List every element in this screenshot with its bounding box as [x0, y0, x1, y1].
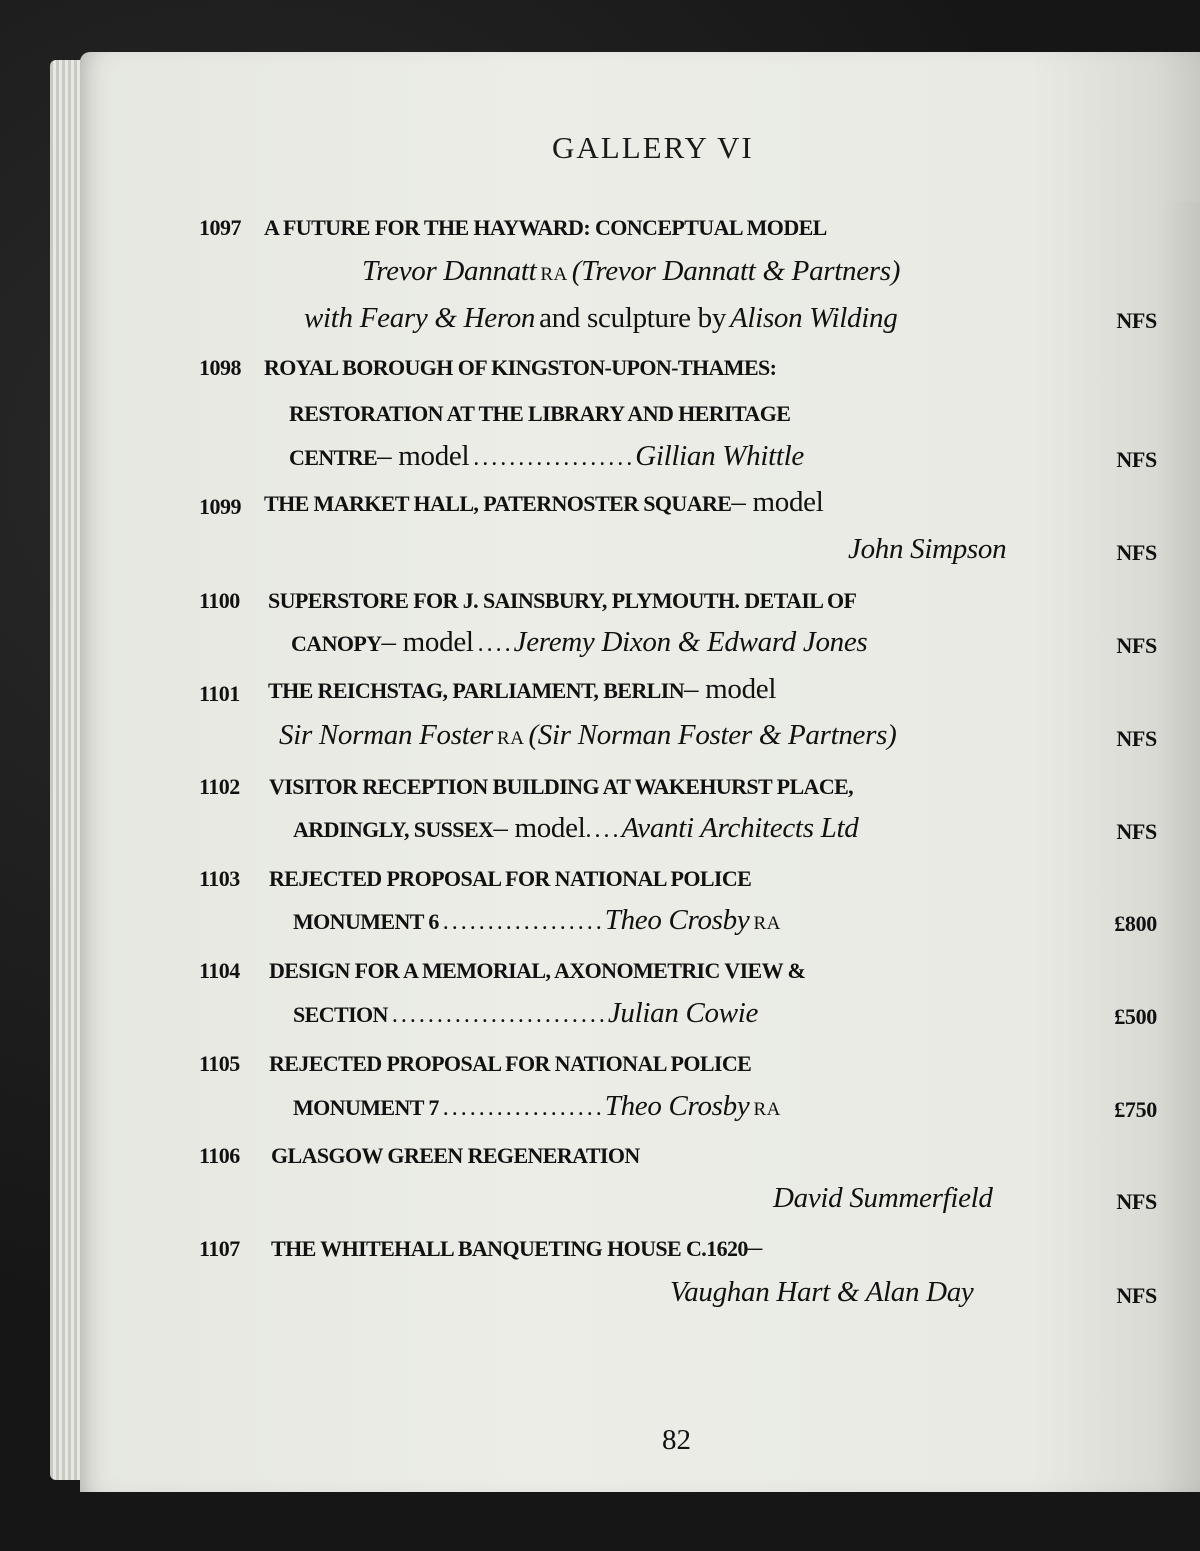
artist-name: Gillian Whittle: [635, 440, 804, 472]
entry-title-continued: CANOPY: [291, 631, 382, 656]
ra-suffix: RA: [753, 913, 781, 934]
artist-name: Vaughan Hart & Alan Day: [670, 1276, 974, 1308]
entry-title-continued: ARDINGLY, SUSSEX: [293, 817, 494, 842]
entry-price: £800: [1114, 911, 1157, 936]
entry-title: THE WHITEHALL BANQUETING HOUSE C.1620: [271, 1236, 748, 1261]
entry-artist-line: [362, 255, 900, 288]
medium-text: – model: [684, 673, 777, 705]
medium-text: – model: [731, 486, 824, 518]
entry-title-continued: MONUMENT 6: [293, 909, 439, 934]
entry-price: NFS: [1116, 633, 1157, 658]
entry-price: £500: [1114, 1004, 1157, 1029]
entry-title-continued: CENTRE: [289, 445, 378, 470]
entry-number: 1104: [199, 958, 240, 983]
ra-suffix: RA: [540, 264, 568, 285]
entry-price: NFS: [1116, 447, 1157, 472]
entry-artist-line: [279, 719, 896, 752]
leader-dots: ..................: [442, 909, 605, 935]
practice-name: (Trevor Dannatt & Partners): [571, 255, 901, 287]
entry-title: REJECTED PROPOSAL FOR NATIONAL POLICE: [269, 1051, 752, 1076]
entry-title-line: [268, 673, 776, 706]
leader-dots: ........................: [391, 1002, 608, 1028]
entry-detail-line: [293, 1090, 781, 1123]
collaborator-name: with Feary & Heron: [304, 302, 536, 334]
artist-name: Jeremy Dixon & Edward Jones: [513, 626, 868, 658]
entry-number: 1105: [199, 1051, 240, 1076]
entry-collaborator-line: [304, 302, 897, 335]
entry-price: NFS: [1116, 540, 1157, 565]
entry-detail-line: [293, 997, 758, 1030]
entry-title-continued: MONUMENT 7: [293, 1095, 439, 1120]
entry-price: NFS: [1116, 1283, 1157, 1308]
entry-detail-line: [293, 812, 858, 845]
sculptor-name: Alison Wilding: [730, 302, 898, 334]
dash-text: –: [747, 1231, 762, 1263]
artist-name: John Simpson: [848, 533, 1007, 565]
artist-name: Avanti Architects Ltd: [621, 812, 859, 844]
leader-dots: ..................: [442, 1095, 605, 1121]
entry-price: £750: [1114, 1097, 1157, 1122]
artist-name: Trevor Dannatt: [362, 255, 537, 287]
leader-dots: ..................: [473, 445, 636, 471]
medium-text: – model: [381, 626, 474, 658]
entry-title-continued: SECTION: [293, 1002, 388, 1027]
medium-text: – model: [377, 440, 470, 472]
artist-name: Theo Crosby: [604, 1090, 750, 1122]
entry-title: THE REICHSTAG, PARLIAMENT, BERLIN: [268, 678, 684, 703]
entry-title: DESIGN FOR A MEMORIAL, AXONOMETRIC VIEW &: [269, 958, 806, 983]
entry-price: NFS: [1116, 819, 1157, 844]
entry-price: NFS: [1116, 1189, 1157, 1214]
entry-title: ROYAL BOROUGH OF KINGSTON-UPON-THAMES:: [264, 355, 777, 380]
entry-number: 1102: [199, 774, 240, 799]
entry-number: 1107: [199, 1236, 240, 1261]
entry-price: NFS: [1116, 308, 1157, 333]
entry-title: GLASGOW GREEN REGENERATION: [271, 1143, 640, 1168]
connector-text: and sculpture by: [539, 302, 727, 334]
leader-dots: ....: [585, 817, 622, 843]
entry-price: NFS: [1116, 726, 1157, 751]
practice-name: (Sir Norman Foster & Partners): [528, 719, 897, 751]
leader-dots: ....: [477, 631, 514, 657]
medium-text: – model: [493, 812, 586, 844]
entry-detail-line: [291, 626, 867, 659]
ra-suffix: RA: [497, 728, 525, 749]
entry-title-line: [271, 1231, 762, 1264]
entry-title-continued: RESTORATION AT THE LIBRARY AND HERITAGE: [289, 401, 791, 426]
entry-number: 1101: [199, 681, 240, 706]
entry-number: 1106: [199, 1143, 240, 1168]
entry-title: REJECTED PROPOSAL FOR NATIONAL POLICE: [269, 866, 752, 891]
entry-number: 1099: [199, 494, 241, 519]
artist-name: Sir Norman Foster: [279, 719, 494, 751]
entry-number: 1100: [199, 588, 240, 613]
entry-detail-line: [289, 440, 804, 473]
page-title: GALLERY VI: [552, 130, 754, 165]
entry-detail-line: [293, 904, 781, 937]
artist-name: Julian Cowie: [607, 997, 759, 1029]
entry-title: A FUTURE FOR THE HAYWARD: CONCEPTUAL MODEL: [264, 215, 827, 240]
entry-title: SUPERSTORE FOR J. SAINSBURY, PLYMOUTH. DETAIL OF: [268, 588, 857, 613]
ra-suffix: RA: [753, 1099, 781, 1120]
page-number: 82: [662, 1424, 691, 1456]
entry-title: VISITOR RECEPTION BUILDING AT WAKEHURST PLACE,: [269, 774, 854, 799]
artist-name: Theo Crosby: [604, 904, 750, 936]
entry-number: 1098: [199, 355, 241, 380]
entry-title-line: [264, 486, 824, 519]
entry-title: THE MARKET HALL, PATERNOSTER SQUARE: [264, 491, 732, 516]
artist-name: David Summerfield: [773, 1182, 993, 1214]
entry-number: 1097: [199, 215, 241, 240]
entry-number: 1103: [199, 866, 240, 891]
show-through-shading: [1160, 202, 1200, 1502]
